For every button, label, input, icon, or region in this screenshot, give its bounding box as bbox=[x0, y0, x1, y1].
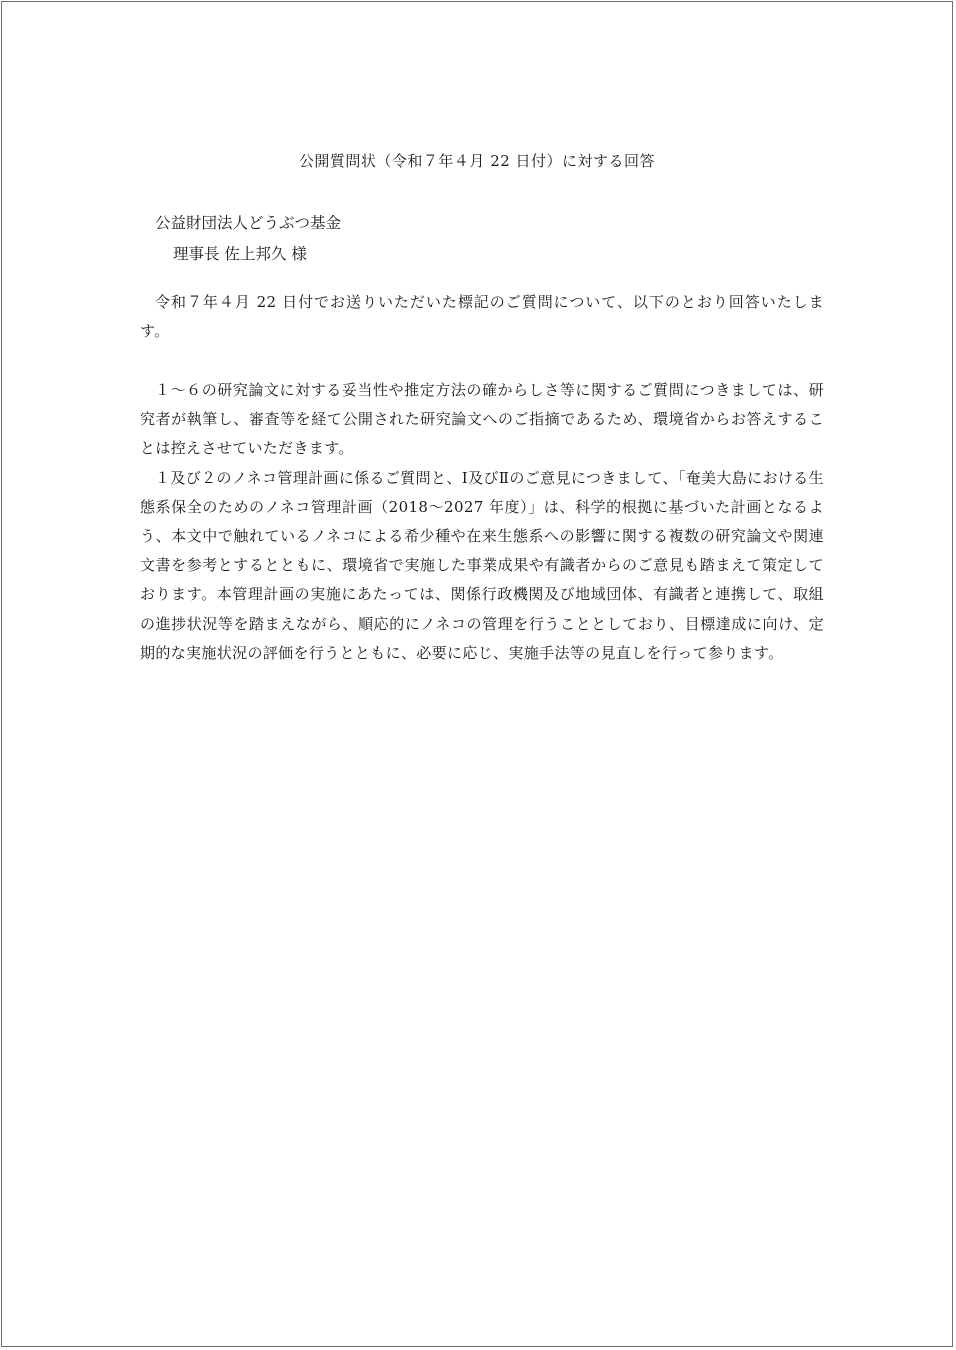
document-title: 公開質問状（令和７年４月 22 日付）に対する回答 bbox=[298, 152, 656, 170]
intro-block bbox=[140, 288, 824, 346]
document-page bbox=[1, 1, 953, 1347]
answer-block bbox=[140, 376, 824, 668]
answer-paragraph-2: １及び２のノネコ管理計画に係るご質問と、Ⅰ及びⅡのご意見につきまして、「奄美大島における生態系保全のためのノネコ管理計画（2018～2027 年度）」は、科学的根拠に基づいた計画となるよう、本文中で触れているノネコによる希少種や在来生態系への影響に関する複数の研究論文や関連文書を参考とするとともに、環境省で実施した事業成果や有識者からのご意見も踏まえて策定しております。本管理計画の実施にあたっては、関係行政機関及び地域団体、有識者と連携して、取組の進捗状況等を踏まえながら、順応的にノネコの管理を行うこととしており、目標達成に向け、定期的な実施状況の評価を行うとともに、必要に応じ、実施手法等の見直しを行って参ります。 bbox=[140, 468, 824, 662]
addressee-person: 理事長 佐上邦久 様 bbox=[173, 245, 307, 263]
addressee-block bbox=[155, 208, 341, 270]
intro-paragraph: 令和７年４月 22 日付でお送りいただいた標記のご質問について、以下のとおり回答いたします。 bbox=[140, 293, 824, 341]
answer-paragraph-1: １～６の研究論文に対する妥当性や推定方法の確からしさ等に関するご質問につきましては、研究者が執筆し、審査等を経て公開された研究論文へのご指摘であるため、環境省からお答えすることは控えさせていただきます。 bbox=[140, 381, 824, 458]
addressee-organization: 公益財団法人どうぶつ基金 bbox=[155, 214, 342, 232]
